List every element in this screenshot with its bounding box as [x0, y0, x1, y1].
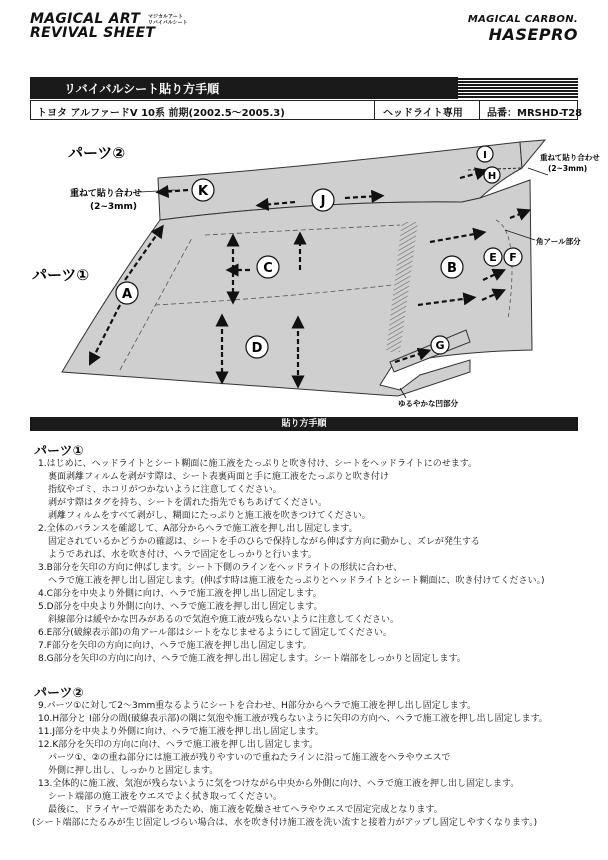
step-line: 13.全体的に施工液、気泡が残らないように気をつけながら中央から外側に向け、ヘラで施工液を押し出し固定します。	[38, 779, 520, 789]
marker-k: K	[197, 184, 209, 199]
part1-heading: パーツ①	[34, 444, 84, 459]
instructions-header: 貼り方手順	[30, 417, 578, 431]
usage-info: ヘッドライト専用	[383, 108, 463, 119]
marker-i: I	[483, 150, 487, 161]
marker-c: C	[263, 261, 273, 276]
step-line: パーツ①、②の重ね部分には施工液が残りやすいので重ねたラインに沿って施工液をヘラやウエスで	[48, 753, 451, 763]
step-line: 6.E部分(破線表示部)の角アール部はシートをなじませるようにして固定してください。	[38, 628, 392, 638]
overlap-left-label: 重ねて貼り合わせ	[70, 189, 142, 199]
part1-steps	[38, 458, 545, 666]
step-line: 剥離フィルムをすべて剥がし、糊面にたっぷりと施工液を吹きつけてください。	[48, 511, 371, 521]
step-line: 裏面剥離フィルムを剥がす際は、シート表裏両面と手に施工液をたっぷりと吹き付け	[48, 472, 389, 482]
marker-j: J	[320, 194, 326, 209]
leader-overlap-right	[528, 168, 548, 175]
info-divider	[479, 101, 480, 119]
step-line: 5.D部分を中央より外側に向け、ヘラで施工液を押し出し固定します。	[38, 602, 323, 612]
step-line: 8.G部分を矢印の方向に向け、ヘラで施工液を押し出し固定します。シート端部をしっかりと固定します。	[38, 654, 466, 664]
brand-left-logo	[30, 11, 188, 41]
marker-f: F	[509, 251, 517, 264]
brand-left-tiny-line2: リバイバルシート	[148, 20, 188, 26]
vehicle-info: トヨタ アルファードV 10系 前期(2002.5～2005.3)	[37, 108, 285, 119]
installation-diagram	[0, 120, 608, 415]
marker-e: E	[489, 251, 497, 264]
brand-right-line2: HASEPRO	[488, 25, 578, 44]
step-line: 10.H部分と I部分の間(破線表示部)の隅に気泡や施工液が残らないように矢印の方向へ、ヘラで施工液を押し出し固定します。	[38, 714, 548, 724]
brand-left-line2: REVIVAL SHEET	[30, 25, 156, 41]
marker-h: H	[487, 171, 497, 182]
corner-label: 角アール部分	[536, 237, 581, 246]
part2-label: パーツ②	[68, 144, 126, 162]
brand-right-line1: MAGICAL CARBON.	[467, 14, 578, 25]
brand-left-line1: MAGICAL ART	[30, 11, 141, 27]
part2-steps	[32, 700, 548, 830]
marker-b: B	[447, 261, 457, 276]
marker-d: D	[251, 341, 263, 356]
brand-right-logo	[468, 12, 578, 42]
info-divider	[374, 101, 375, 119]
step-line: 3.B部分を矢印の方向に伸ばします。シート下側のラインをヘッドライトの形状に合わせ、	[38, 563, 403, 573]
step-line: 12.K部分を矢印の方向に向け、ヘラで施工液を押し出し固定します。	[38, 740, 319, 750]
step-line: 固定されているかどうかの確認は、シートを手のひらで保持しながら伸ばす方向に動かし、ズレが発生する	[48, 537, 480, 547]
overlap-right-mm: (2~3mm)	[548, 164, 588, 173]
gentle-label: ゆるやかな凹部分	[398, 399, 458, 408]
info-row	[30, 100, 583, 120]
marker-g: G	[435, 339, 445, 352]
step-line: シート端部の施工液をウエスでよく拭き取ってください。	[48, 792, 283, 802]
step-line: 11.J部分を中央より外側に向け、ヘラで施工液を押し出し固定します。	[38, 727, 324, 737]
step-line: ようであれば、水を吹き付け、ヘラで固定をしっかりと行います。	[48, 550, 317, 560]
part2-heading: パーツ②	[34, 686, 84, 701]
title-bar	[30, 77, 578, 99]
step-line: 1.はじめに、ヘッドライトとシート糊面に施工液をたっぷりと吹き付け、シートをヘッドライトにのせます。	[38, 459, 477, 469]
overlap-right-label: 重ねて貼り合わせ	[540, 153, 600, 162]
brand-left-tiny	[148, 14, 188, 26]
part1-label: パーツ①	[32, 266, 90, 284]
part-number: 品番：MRSHD-T28	[487, 108, 583, 119]
overlap-left-mm: (2~3mm)	[90, 202, 138, 212]
step-line: 2.全体のバランスを確認して、A部分からヘラで施工液を押し出し固定します。	[38, 524, 358, 534]
step-line: 最後に、ドライヤーで端部をあたため、施工液を乾燥させてヘラやウエスで固定完成となります。	[48, 805, 443, 815]
step-line: ヘラで施工液を押し出し固定します。(伸ばす時は施工液をたっぷりとヘッドライトとシート糊面に、吹き付けてください。)	[48, 576, 545, 586]
title-stripes	[458, 77, 578, 99]
step-line: 剥がす際はタグを持ち、シートを濡れた指先でもちあげてください。	[48, 498, 328, 508]
brand-left-tiny-line1: マジカルアート	[148, 14, 183, 20]
step-line: 指紋やゴミ、ホコリがつかないように注意してください。	[48, 485, 282, 495]
step-line: 外側に押し出し、しっかりと固定します。	[48, 766, 219, 776]
step-line: (シート端部にたるみが生じ固定しづらい場合は、水を吹き付け施工液を洗い流すと接着力がアップし固定しやすくなります。)	[32, 818, 538, 828]
page-title: リバイバルシート貼り方手順	[64, 82, 220, 96]
step-line: 7.F部分を矢印の方向に向け、ヘラで施工液を押し出し固定します。	[38, 641, 312, 651]
step-line: 4.C部分を中央より外側に向け、ヘラで施工液を押し出し固定します。	[38, 589, 322, 599]
step-line: 斜線部分は緩やかな凹みがあるので気泡や施工液が残らないように注意してください。	[48, 615, 400, 625]
step-line: 9.パーツ①に対して2～3mm重なるようにシートを合わせ、H部分からヘラで施工液を押し出し固定します。	[38, 701, 477, 711]
marker-a: A	[121, 287, 133, 302]
